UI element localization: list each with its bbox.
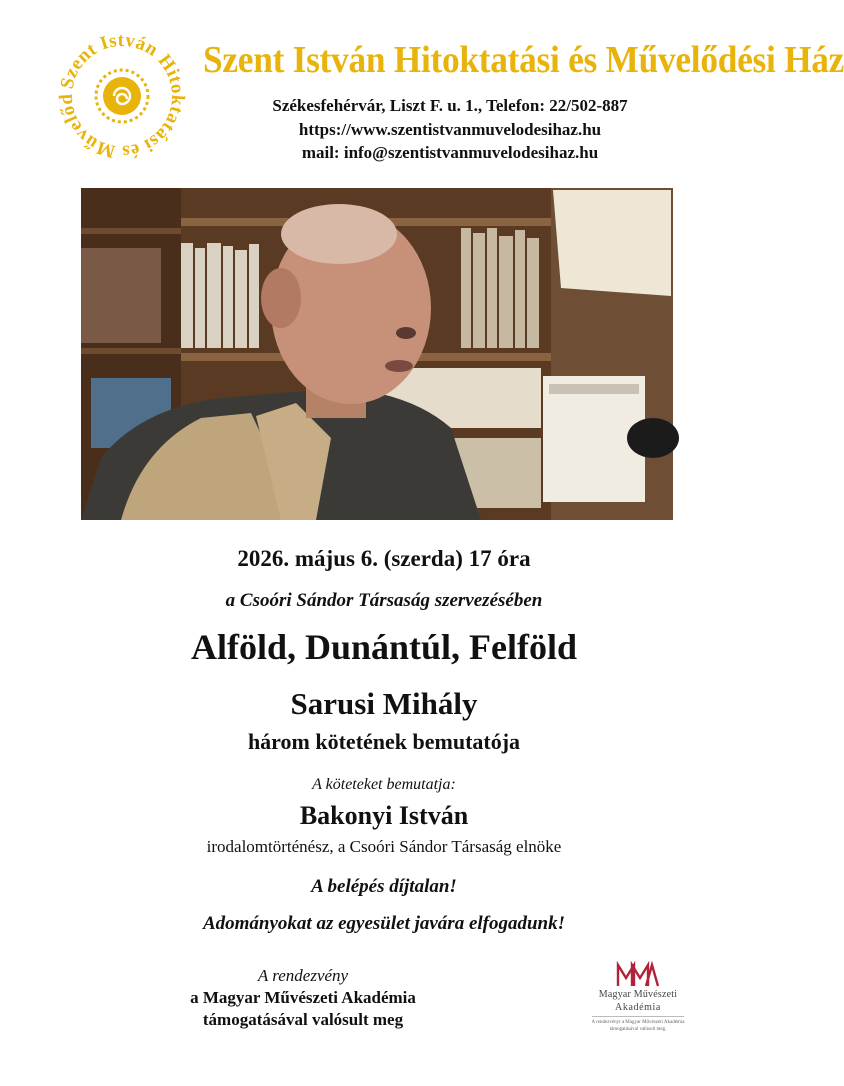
portrait-photo (81, 188, 673, 520)
presenter-title: irodalomtörténész, a Csoóri Sándor Társaság elnöke (206, 837, 562, 856)
event-organizer: a Csoóri Sándor Társaság szervezésében (225, 590, 543, 611)
logo-ring-text: Szent István Hitoktatási és Művelőd (56, 30, 188, 162)
mma-small-line-2: támogatásával valósult meg. (609, 1027, 667, 1032)
mma-mark-icon (586, 960, 690, 988)
mma-divider (592, 1016, 684, 1017)
email: mail: info@szentistvanmuvelodesihaz.hu (301, 143, 599, 162)
presenter-name: Bakonyi István (299, 801, 469, 830)
website: https://www.szentistvanmuvelodesihaz.hu (298, 120, 602, 139)
presenter-label: A köteteket bemutatja: (312, 776, 456, 793)
event-datetime: 2026. május 6. (szerda) 17 óra (237, 546, 531, 571)
mma-name-line-2: Akadémia (615, 1002, 661, 1013)
event-title: Alföld, Dunántúl, Felföld (190, 627, 578, 667)
mma-small-line-1: A rendezvényt a Magyar Művészeti Akadémia (591, 1020, 685, 1025)
sponsor-line-3: támogatásával valósult meg (202, 1010, 404, 1029)
donation-note: Adományokat az egyesület javára elfogadunk! (202, 913, 566, 934)
sponsor-line-1: A rendezvény (257, 966, 349, 985)
sponsor-line-2: a Magyar Művészeti Akadémia (190, 988, 416, 1007)
address: Székesfehérvár, Liszt F. u. 1., Telefon: 22/502-887 (272, 96, 628, 115)
mma-logo (586, 960, 690, 1040)
author-name: Sarusi Mihály (290, 686, 478, 721)
entry-note: A belépés díjtalan! (311, 876, 457, 897)
event-subtitle: három kötetének bemutatója (247, 729, 521, 754)
mma-name-line-1: Magyar Művészeti (598, 989, 678, 1000)
logo (56, 30, 188, 162)
org-name: Szent István Hitoktatási és Művelődési Ház (203, 39, 844, 81)
